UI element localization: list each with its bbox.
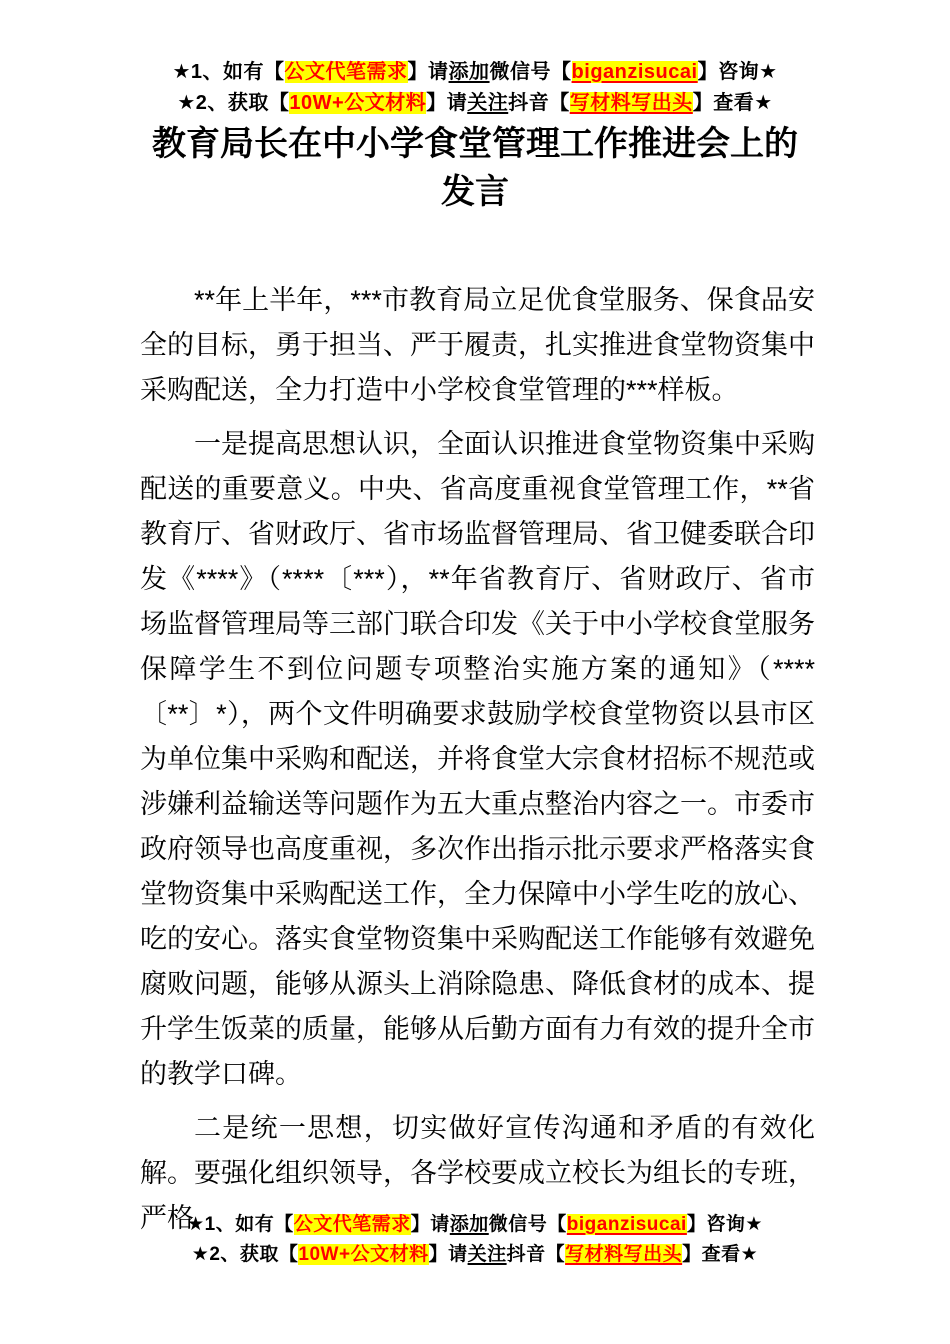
promo-text-segment: 】咨询★: [686, 1214, 763, 1235]
promo-douyin-id: 写材料写出头: [565, 1244, 683, 1265]
promo-text-segment: ★2、获取【: [177, 92, 290, 114]
promo-text-segment: 】请: [426, 92, 468, 114]
promo-text-segment: 】查看★: [682, 1244, 759, 1265]
promo-underline-follow: 关注: [467, 92, 509, 114]
header-promo: [0, 57, 950, 119]
header-promo-line-1: [0, 57, 950, 88]
promo-text-segment: 】查看★: [692, 92, 773, 114]
body-paragraph-1: **年上半年，***市教育局立足优食堂服务、保食品安全的目标，勇于担当、严于履责，扎实推进食堂物资集中采购配送，全力打造中小学校食堂管理的***样板。: [140, 285, 815, 405]
footer-promo-line-1: [0, 1210, 950, 1240]
promo-text-segment: 抖音【: [506, 1244, 566, 1265]
promo-highlight-writing-service: 公文代笔需求: [284, 61, 408, 83]
promo-douyin-id: 写材料写出头: [569, 92, 693, 114]
promo-underline-follow: 关注: [467, 1244, 507, 1265]
body-paragraph-3: 二是统一思想，切实做好宣传沟通和矛盾的有效化解。要强化组织领导，各学校要成立校长为组长的专班，严格: [140, 1113, 815, 1233]
promo-highlight-writing-service: 公文代笔需求: [293, 1214, 411, 1235]
footer-promo: [0, 1210, 950, 1270]
header-promo-line-2: [0, 88, 950, 119]
promo-text-segment: 】咨询★: [697, 61, 778, 83]
promo-text-segment: 微信号【: [489, 61, 572, 83]
promo-wechat-id: biganzisucai: [571, 61, 698, 83]
promo-highlight-materials: 10W+公文材料: [298, 1244, 429, 1265]
promo-text-segment: ★1、如有【: [172, 61, 285, 83]
document-title: 教育局长在中小学食堂管理工作推进会上的发言: [152, 125, 798, 211]
document-body: [140, 278, 815, 1250]
promo-text-segment: 】请: [428, 1244, 468, 1265]
promo-text-segment: ★2、获取【: [191, 1244, 299, 1265]
promo-text-segment: 微信号【: [488, 1214, 567, 1235]
promo-text-segment: 】请: [407, 61, 449, 83]
footer-promo-line-2: [0, 1240, 950, 1270]
promo-text-segment: 】请: [410, 1214, 450, 1235]
promo-underline-add: 添加: [449, 1214, 489, 1235]
promo-text-segment: ★1、如有【: [187, 1214, 294, 1235]
body-paragraph-2: 一是提高思想认识，全面认识推进食堂物资集中采购配送的重要意义。中央、省高度重视食堂管理工作，**省教育厅、省财政厅、省市场监督管理局、省卫健委联合印发《****》（****〔***），**年省教育厅、省财政厅、省市场监督管理局等三部门联合印发《关于中小学校食堂服务保障学生不到位问题专项整治实施方案的通知》（****〔**〕*），两个文件明确要求鼓励学校食堂物资以县市区为单位集中采购和配送，并将食堂大宗食材招标不规范或涉嫌利益输送等问题作为五大重点整治内容之一。市委市政府领导也高度重视，多次作出指示批示要求严格落实食堂物资集中采购配送工作，全力保障中小学生吃的放心、吃的安心。落实食堂物资集中采购配送工作能够有效避免腐败问题，能够从源头上消除隐患、降低食材的成本、提升学生饭菜的质量，能够从后勤方面有力有效的提升全市的教学口碑。: [140, 429, 815, 1089]
promo-text-segment: 抖音【: [508, 92, 570, 114]
promo-highlight-materials: 10W+公文材料: [289, 92, 427, 114]
promo-underline-add: 添加: [448, 61, 490, 83]
promo-wechat-id: biganzisucai: [566, 1214, 687, 1235]
